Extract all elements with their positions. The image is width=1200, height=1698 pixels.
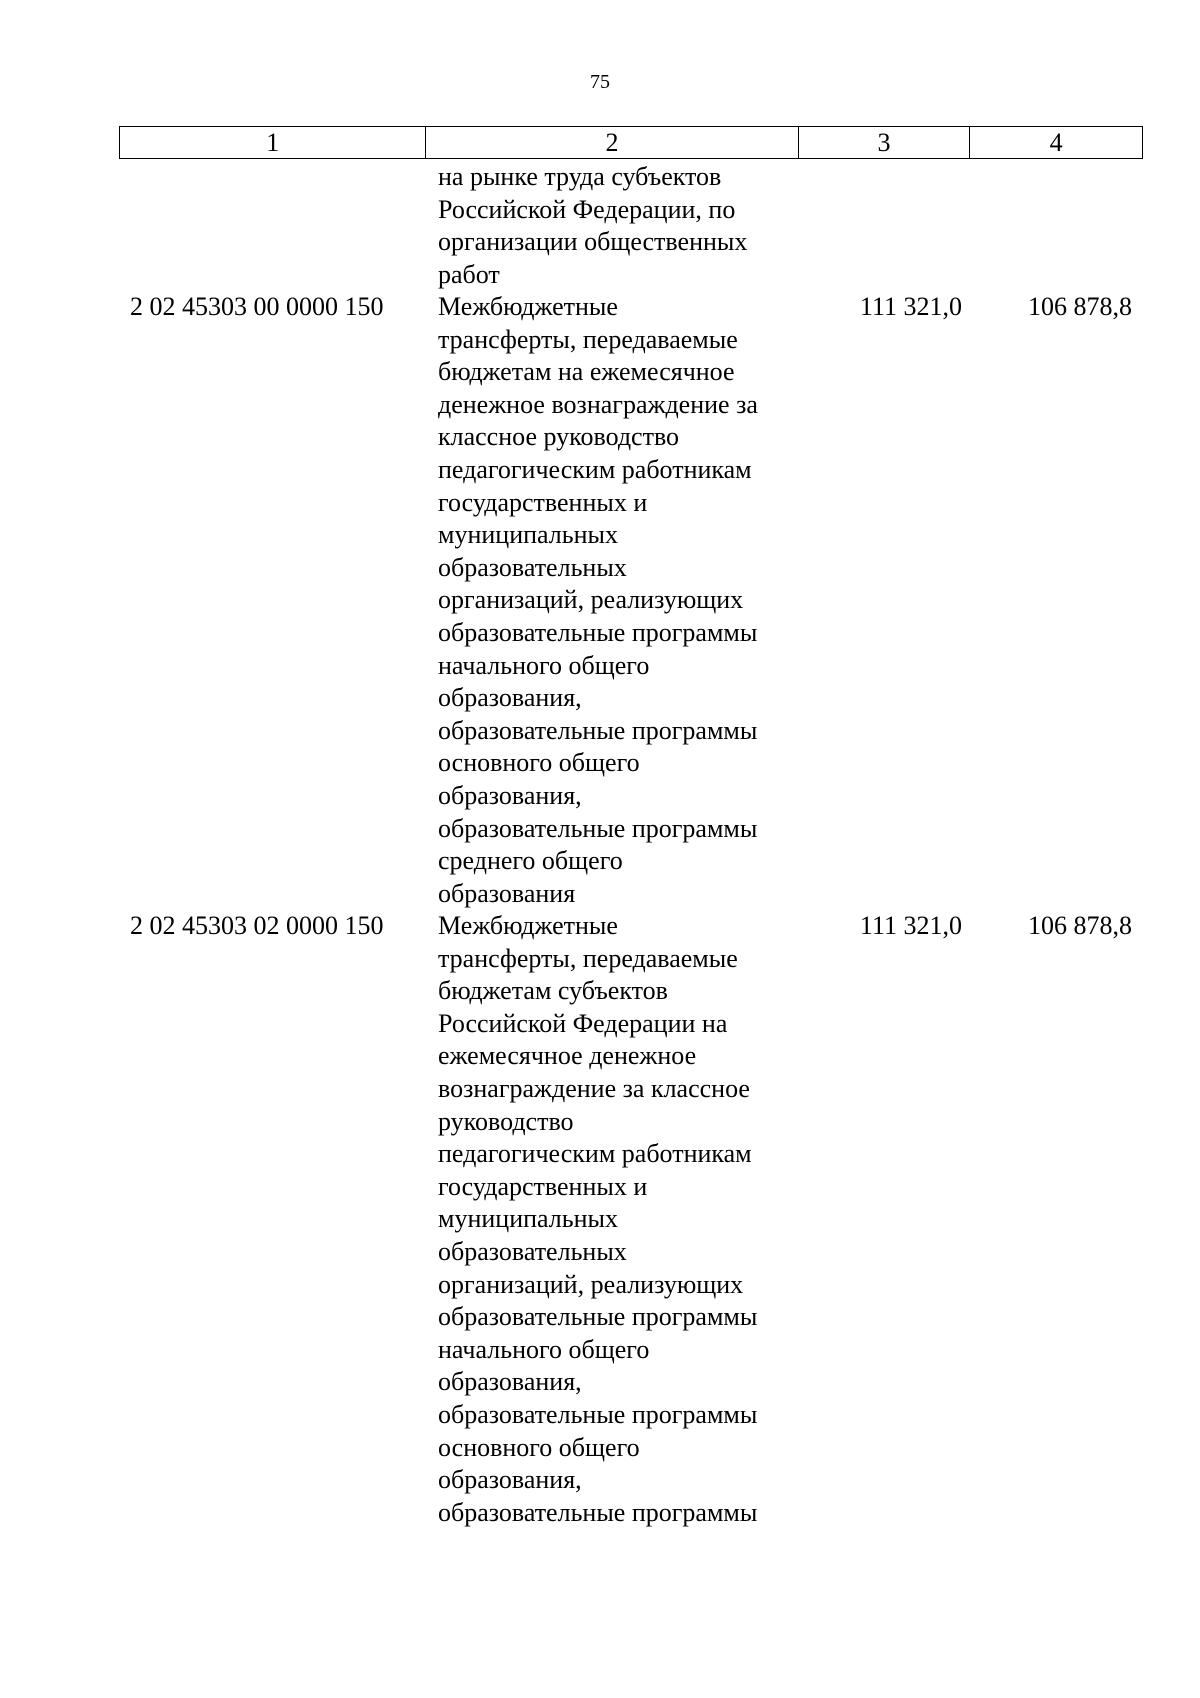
description-line: государственных и — [438, 487, 648, 517]
description-line: образовательные программы — [438, 1302, 758, 1332]
description-line: основного общего — [438, 748, 640, 778]
description-line: организаций, реализующих — [438, 585, 744, 615]
continued-description — [438, 161, 798, 291]
description-line: организаций, реализующих — [438, 1269, 744, 1299]
description-line: бюджетам субъектов — [438, 976, 668, 1006]
column-header-1: 1 — [120, 127, 426, 158]
description-line: муниципальных — [438, 520, 619, 550]
description-line: среднего общего — [438, 846, 623, 876]
description-line: работ — [438, 259, 500, 289]
value-column-4: 106 878,8 — [1028, 911, 1132, 940]
value-column-4: 106 878,8 — [1028, 292, 1132, 321]
description-line: Российской Федерации, по — [438, 194, 736, 224]
description-line: трансферты, передаваемые — [438, 943, 738, 973]
description-line: муниципальных — [438, 1204, 619, 1234]
description-line: основного общего — [438, 1432, 640, 1462]
description-line: на рынке труда субъектов — [438, 162, 722, 191]
description-line: Российской Федерации на — [438, 1008, 728, 1038]
description-line: образовательные программы — [438, 813, 758, 843]
description-line: образования, — [438, 683, 582, 713]
value-column-3: 111 321,0 — [859, 292, 962, 321]
description-line: Межбюджетные — [438, 911, 618, 940]
row-description — [438, 291, 798, 910]
description-line: педагогическим работникам — [438, 454, 752, 484]
description-line: бюджетам на ежемесячное — [438, 357, 735, 387]
description-line: образовательные программы — [438, 715, 758, 745]
description-line: образовательные программы — [438, 617, 758, 647]
description-line: образования, — [438, 1367, 582, 1397]
column-header-4: 4 — [1049, 128, 1063, 157]
column-header-3: 3 — [799, 127, 971, 158]
description-line: начального общего — [438, 650, 650, 680]
description-line: государственных и — [438, 1171, 648, 1201]
description-line: организации общественных — [438, 227, 748, 257]
description-line: образовательных — [438, 552, 627, 582]
value-column-3: 111 321,0 — [859, 911, 962, 940]
page-number: 75 — [590, 71, 610, 93]
budget-code: 2 02 45303 00 0000 150 — [130, 292, 384, 321]
description-line: начального общего — [438, 1334, 650, 1364]
description-line: денежное вознаграждение за — [438, 389, 758, 419]
description-line: образовательных — [438, 1236, 627, 1266]
description-line: образования, — [438, 1465, 582, 1495]
row-description — [438, 910, 798, 1529]
description-line: классное руководство — [438, 422, 680, 452]
budget-code: 2 02 45303 02 0000 150 — [130, 911, 384, 940]
description-line: образования, — [438, 780, 582, 810]
column-header-2: 2 — [426, 127, 798, 158]
description-line: ежемесячное денежное — [438, 1041, 697, 1071]
description-line: Межбюджетные — [438, 292, 618, 321]
description-line: руководство — [438, 1106, 574, 1136]
description-line: вознаграждение за классное — [438, 1073, 750, 1103]
description-line: трансферты, передаваемые — [438, 324, 738, 354]
description-line: образовательные программы — [438, 1497, 758, 1527]
description-line: образования — [438, 878, 576, 908]
description-line: педагогическим работникам — [438, 1139, 752, 1169]
description-line: образовательные программы — [438, 1399, 758, 1429]
table-header-row — [119, 126, 1143, 159]
